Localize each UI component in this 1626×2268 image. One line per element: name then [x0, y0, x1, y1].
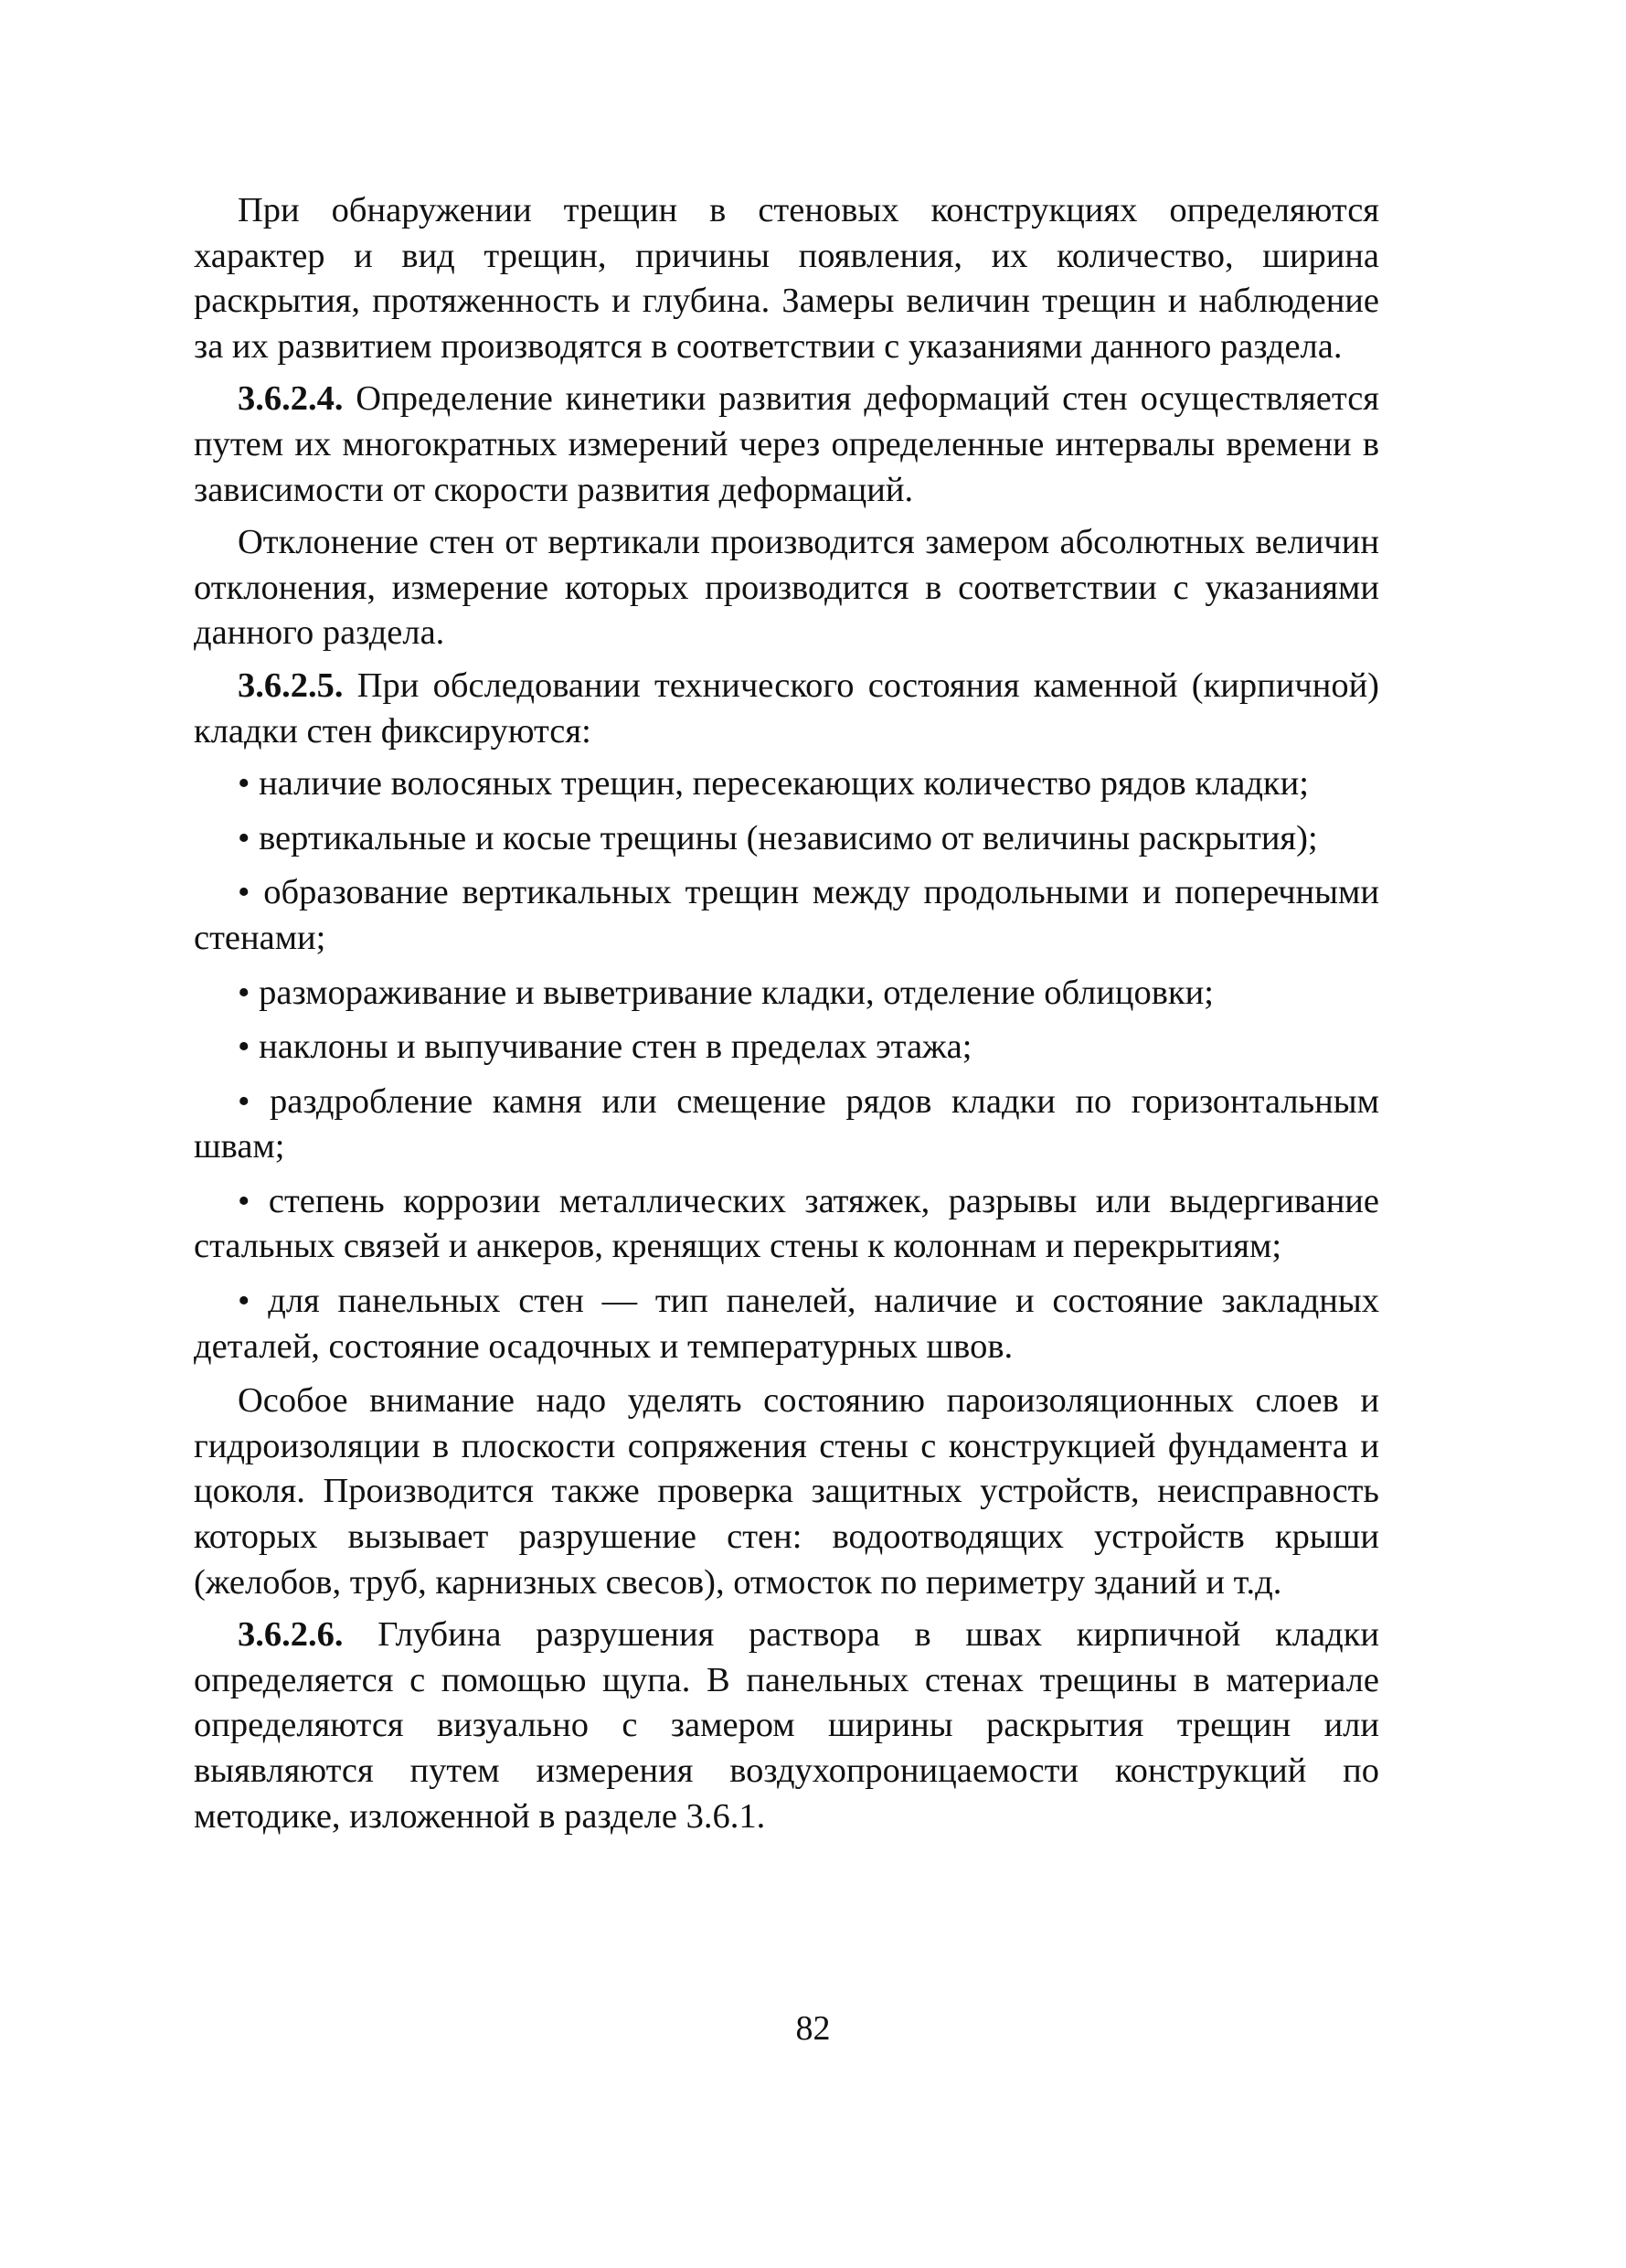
list-item: • для панельных стен — тип панелей, наличие и состояние закладных деталей, состояние осадочных и температурных швов. — [194, 1282, 1379, 1366]
paragraph-text: При обследовании технического состояния каменной (кирпичной) кладки стен фиксируются: — [194, 665, 1379, 751]
section-number: 3.6.2.4. — [238, 379, 344, 419]
paragraph-3-6-2-4 — [194, 377, 1379, 513]
page-number: 82 — [795, 2009, 831, 2048]
paragraph-3-6-2-5 — [194, 664, 1379, 754]
list-item: • размораживание и выветривание кладки, отделение облицовки; — [238, 973, 1214, 1012]
list-item: • образование вертикальных трещин между продольными и поперечными стенами; — [194, 873, 1379, 957]
paragraph-3-6-2-6 — [194, 1613, 1379, 1839]
section-number: 3.6.2.6. — [238, 1615, 344, 1655]
paragraph-special-attention: Особое внимание надо уделять состоянию пароизоляционных слоев и гидроизоляции в плоскости сопряжения стены с конструкцией фундамента и цоколя. Производится также проверка защитных устройств, неисправность которых вызывает разрушение стен: водоотводящих устройств крыши (желобов, труб, карнизных свесов), отмосток по периметру зданий и т.д. — [194, 1381, 1379, 1602]
section-number: 3.6.2.5. — [238, 665, 344, 705]
list-item: • вертикальные и косые трещины (независимо от величины раскрытия); — [238, 818, 1318, 857]
paragraph-wall-deviation: Отклонение стен от вертикали производится замером абсолютных величин отклонения, измерение которых производится в соответствии с указаниями данного раздела. — [194, 523, 1379, 653]
list-item: • наклоны и выпучивание стен в пределах этажа; — [238, 1028, 972, 1067]
list-item: • раздробление камня или смещение рядов кладки по горизонтальным швам; — [194, 1081, 1379, 1166]
body-text — [194, 188, 1379, 1847]
list-item: • степень коррозии металлических затяжек, разрывы или выдергивание стальных связей и анкеров, кренящих стены к колоннам и перекрытиям; — [194, 1181, 1379, 1266]
list-item: • наличие волосяных трещин, пересекающих количество рядов кладки; — [238, 764, 1309, 804]
paragraph-text: Определение кинетики развития деформаций стен осуществляется путем их многократных измерений через определенные интервалы времени в зависимости от скорости развития деформаций. — [194, 379, 1379, 509]
paragraph-cracks-inspection: При обнаружении трещин в стеновых конструкциях определяются характер и вид трещин, причины появления, их количество, ширина раскрытия, протяженность и глубина. Замеры величин трещин и наблюдение за их развитием производятся в соответствии с указаниями данного раздела. — [194, 191, 1379, 366]
paragraph-text: Глубина разрушения раствора в швах кирпичной кладки определяется с помощью щупа. В панельных стенах трещины в материале определяются визуально с замером ширины раскрытия трещин или выявляются путем измерения воздухопроницаемости конструкций по методике, изложенной в разделе 3.6.1. — [194, 1615, 1379, 1836]
